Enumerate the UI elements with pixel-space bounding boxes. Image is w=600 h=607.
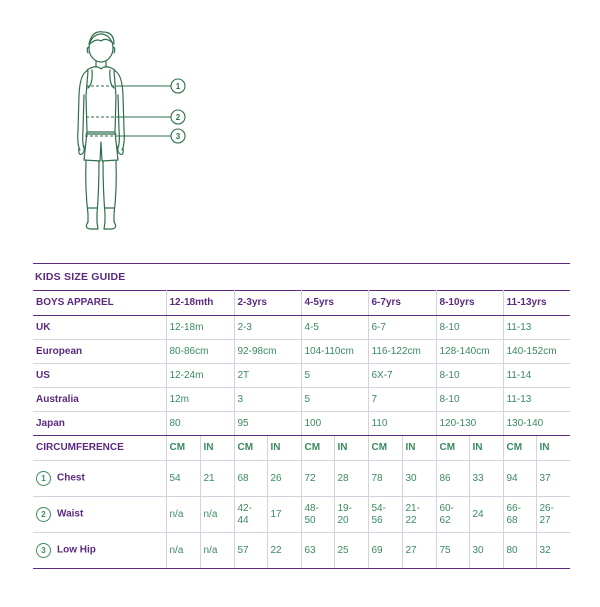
unit-header: IN xyxy=(469,436,503,461)
size-row xyxy=(33,412,570,436)
measurement-value: 57 xyxy=(234,533,267,569)
measurement-value: 30 xyxy=(469,533,503,569)
size-value: 130-140 xyxy=(503,412,570,436)
size-value: 6X-7 xyxy=(368,364,436,388)
measurement-value: 66- 68 xyxy=(503,497,536,533)
measurement-value: 28 xyxy=(334,461,368,497)
measurement-value: 37 xyxy=(536,461,570,497)
measurement-value: 68 xyxy=(234,461,267,497)
unit-header: CM xyxy=(166,436,200,461)
size-value: 110 xyxy=(368,412,436,436)
size-value: 80 xyxy=(166,412,234,436)
measurement-value: 21 xyxy=(200,461,234,497)
measurement-value: 24 xyxy=(469,497,503,533)
size-row xyxy=(33,340,570,364)
number-badge: 3 xyxy=(36,543,51,558)
size-value: 11-14 xyxy=(503,364,570,388)
boy-figure-illustration xyxy=(0,0,600,260)
region-label: UK xyxy=(33,316,166,340)
measurement-label xyxy=(33,533,166,569)
unit-header: IN xyxy=(536,436,570,461)
apparel-table-body xyxy=(33,291,570,436)
measurement-value: 54- 56 xyxy=(368,497,402,533)
apparel-header-label: BOYS APPAREL xyxy=(33,291,166,316)
size-value: 12-24m xyxy=(166,364,234,388)
measurement-value: 63 xyxy=(301,533,334,569)
measurement-value: n/a xyxy=(200,533,234,569)
unit-header: IN xyxy=(200,436,234,461)
size-value: 5 xyxy=(301,364,368,388)
unit-header: CM xyxy=(234,436,267,461)
unit-header: IN xyxy=(267,436,301,461)
circumference-header-row xyxy=(33,436,570,461)
measurement-value: n/a xyxy=(200,497,234,533)
region-label: US xyxy=(33,364,166,388)
age-column-header: 2-3yrs xyxy=(234,291,301,316)
region-label: Australia xyxy=(33,388,166,412)
measurement-value: 26- 27 xyxy=(536,497,570,533)
measurement-value: 75 xyxy=(436,533,469,569)
circumference-table-body xyxy=(33,436,570,569)
size-value: 95 xyxy=(234,412,301,436)
size-value: 3 xyxy=(234,388,301,412)
number-badge: 2 xyxy=(36,507,51,522)
size-value: 140-152cm xyxy=(503,340,570,364)
measurement-name: Low Hip xyxy=(57,544,96,556)
measurement-label xyxy=(33,461,166,497)
measurement-value: n/a xyxy=(166,533,200,569)
measurement-value: 27 xyxy=(402,533,436,569)
measurement-name: Waist xyxy=(57,508,84,520)
unit-header: IN xyxy=(402,436,436,461)
age-column-header: 8-10yrs xyxy=(436,291,503,316)
size-value: 104-110cm xyxy=(301,340,368,364)
size-value: 116-122cm xyxy=(368,340,436,364)
marker-1-label: 1 xyxy=(175,82,181,91)
measurement-value: 60- 62 xyxy=(436,497,469,533)
size-value: 11-13 xyxy=(503,388,570,412)
age-column-header: 11-13yrs xyxy=(503,291,570,316)
size-row xyxy=(33,388,570,412)
marker-2-label: 2 xyxy=(175,113,181,122)
measurement-name: Chest xyxy=(57,472,85,484)
measurement-row xyxy=(33,497,570,533)
age-column-header: 12-18mth xyxy=(166,291,234,316)
measurement-value: 33 xyxy=(469,461,503,497)
measurement-value: 80 xyxy=(503,533,536,569)
measurement-value: 72 xyxy=(301,461,334,497)
measurement-value: 19- 20 xyxy=(334,497,368,533)
size-row xyxy=(33,364,570,388)
size-value: 8-10 xyxy=(436,316,503,340)
size-value: 11-13 xyxy=(503,316,570,340)
size-value: 100 xyxy=(301,412,368,436)
measurement-label xyxy=(33,497,166,533)
measurement-value: 78 xyxy=(368,461,402,497)
measurement-value: 22 xyxy=(267,533,301,569)
measurement-value: 30 xyxy=(402,461,436,497)
measurement-value: n/a xyxy=(166,497,200,533)
measurement-value: 17 xyxy=(267,497,301,533)
guide-title: KIDS SIZE GUIDE xyxy=(35,271,126,283)
size-value: 12-18m xyxy=(166,316,234,340)
measurement-value: 48- 50 xyxy=(301,497,334,533)
circumference-table xyxy=(33,436,570,569)
measurement-value: 54 xyxy=(166,461,200,497)
measurement-value: 21- 22 xyxy=(402,497,436,533)
size-value: 80-86cm xyxy=(166,340,234,364)
size-value: 8-10 xyxy=(436,364,503,388)
unit-header: IN xyxy=(334,436,368,461)
kids-size-guide xyxy=(33,263,570,569)
measurement-row xyxy=(33,461,570,497)
measurement-value: 42- 44 xyxy=(234,497,267,533)
measurement-row xyxy=(33,533,570,569)
circumference-label: CIRCUMFERENCE xyxy=(33,436,166,461)
size-value: 5 xyxy=(301,388,368,412)
size-value: 120-130 xyxy=(436,412,503,436)
region-label: European xyxy=(33,340,166,364)
size-value: 7 xyxy=(368,388,436,412)
age-column-header: 6-7yrs xyxy=(368,291,436,316)
size-value: 2T xyxy=(234,364,301,388)
size-value: 12m xyxy=(166,388,234,412)
measurement-value: 25 xyxy=(334,533,368,569)
unit-header: CM xyxy=(301,436,334,461)
apparel-header-row xyxy=(33,291,570,316)
unit-header: CM xyxy=(368,436,402,461)
size-value: 2-3 xyxy=(234,316,301,340)
marker-3-label: 3 xyxy=(175,132,181,141)
age-column-header: 4-5yrs xyxy=(301,291,368,316)
measurement-value: 32 xyxy=(536,533,570,569)
size-value: 92-98cm xyxy=(234,340,301,364)
measurement-value: 94 xyxy=(503,461,536,497)
measurement-value: 86 xyxy=(436,461,469,497)
size-value: 6-7 xyxy=(368,316,436,340)
size-value: 128-140cm xyxy=(436,340,503,364)
apparel-size-table xyxy=(33,290,570,436)
measurement-value: 26 xyxy=(267,461,301,497)
size-value: 4-5 xyxy=(301,316,368,340)
size-value: 8-10 xyxy=(436,388,503,412)
unit-header: CM xyxy=(436,436,469,461)
region-label: Japan xyxy=(33,412,166,436)
size-row xyxy=(33,316,570,340)
measurement-value: 69 xyxy=(368,533,402,569)
unit-header: CM xyxy=(503,436,536,461)
number-badge: 1 xyxy=(36,471,51,486)
